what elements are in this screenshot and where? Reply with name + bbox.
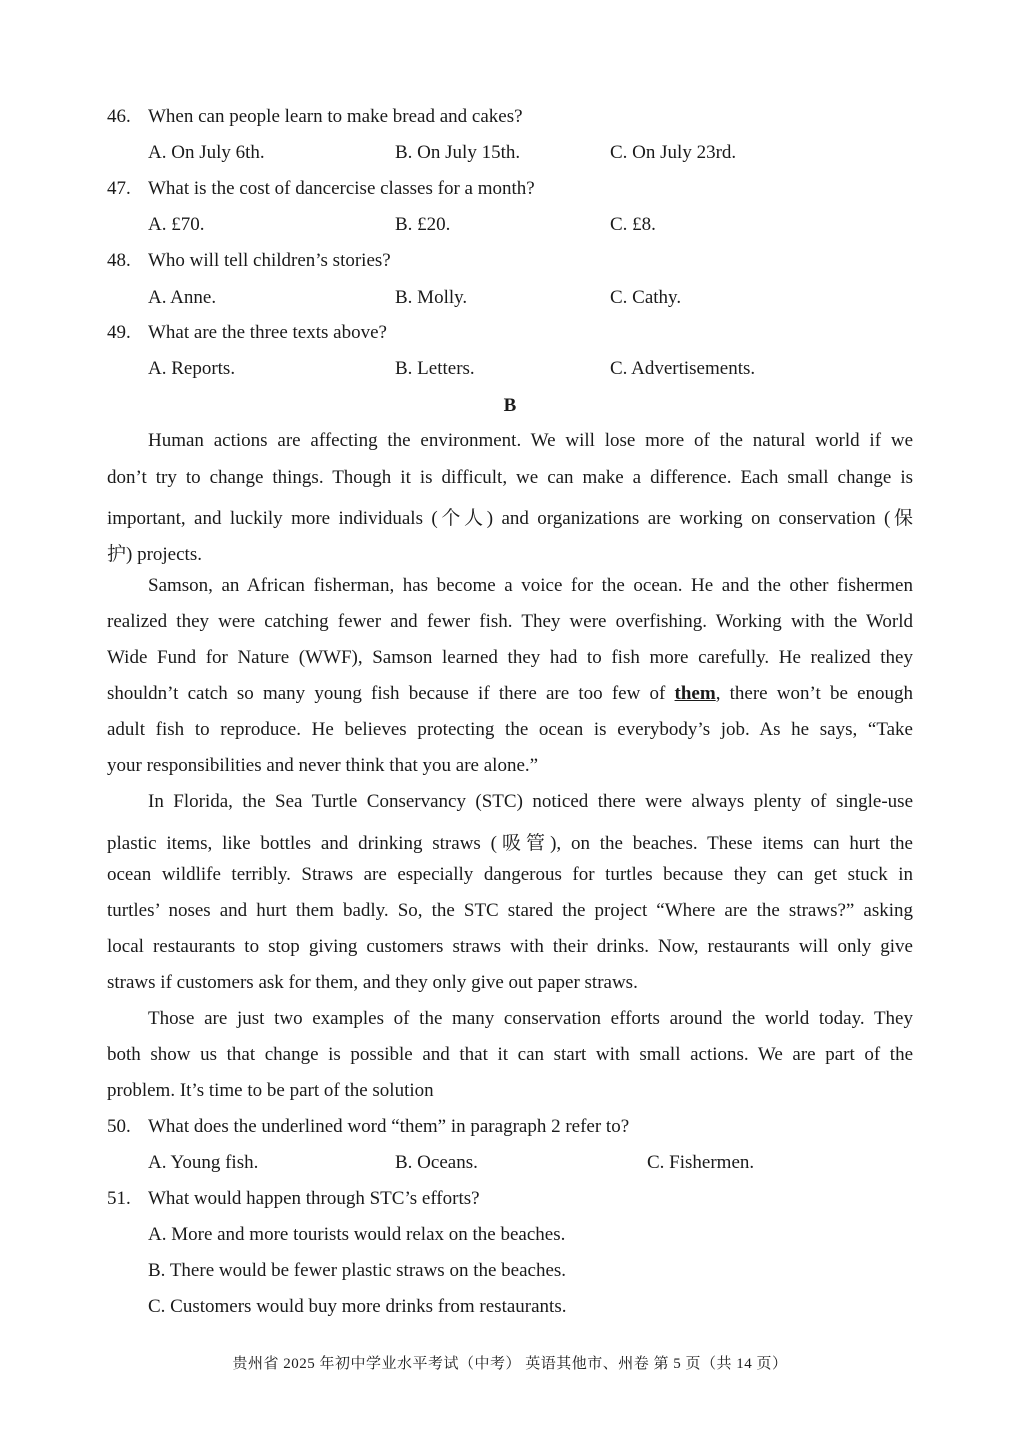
question-text: Who will tell children’s stories? <box>148 250 391 271</box>
passage-line: plastic items, like bottles and drinking straws (吸管), on the beaches. These items can hurt the <box>107 833 913 854</box>
passage-line: Samson, an African fisherman, has become a voice for the ocean. He and the other fishermen <box>148 575 913 596</box>
passage-line: your responsibilities and never think that you are alone.” <box>107 755 539 776</box>
section-title: B <box>503 395 517 416</box>
question-49 <box>107 322 387 344</box>
passage-line: turtles’ noses and hurt them badly. So, the STC stared the project “Where are the straws?” asking <box>107 900 913 921</box>
option-c: C. Advertisements. <box>610 358 756 379</box>
passage-line: Wide Fund for Nature (WWF), Samson learned they had to fish more carefully. He realized they <box>107 647 913 668</box>
option-b: B. Oceans. <box>395 1152 478 1173</box>
passage-line: problem. It’s time to be part of the solution <box>107 1080 434 1101</box>
passage-line: 护) projects. <box>107 544 202 565</box>
option-a: A. More and more tourists would relax on the beaches. <box>148 1224 566 1245</box>
passage-text: , there won’t be enough <box>715 683 914 704</box>
question-number: 49. <box>107 322 131 343</box>
question-number: 48. <box>107 250 131 271</box>
question-number: 50. <box>107 1116 131 1137</box>
question-text: When can people learn to make bread and cakes? <box>148 106 523 127</box>
passage-line: both show us that change is possible and that it can start with small actions. We are part of the <box>107 1044 913 1065</box>
question-text: What are the three texts above? <box>148 322 387 343</box>
option-a: A. £70. <box>148 214 205 235</box>
option-c: C. Fishermen. <box>647 1152 755 1173</box>
question-46 <box>107 106 523 128</box>
option-a: A. Anne. <box>148 287 217 308</box>
option-a: A. Young fish. <box>148 1152 259 1173</box>
question-48 <box>107 250 391 272</box>
question-text: What does the underlined word “them” in paragraph 2 refer to? <box>148 1116 630 1137</box>
underlined-word: them <box>674 683 716 704</box>
option-b: B. There would be fewer plastic straws on the beaches. <box>148 1260 567 1281</box>
question-51 <box>107 1188 480 1210</box>
passage-line: Human actions are affecting the environment. We will lose more of the natural world if we <box>148 430 913 451</box>
option-c: C. Customers would buy more drinks from restaurants. <box>148 1296 567 1317</box>
page-footer: 贵州省 2025 年初中学业水平考试（中考） 英语其他市、州卷 第 5 页（共 14 页） <box>232 1356 788 1372</box>
passage-line: ocean wildlife terribly. Straws are especially dangerous for turtles because they can get stuck in <box>107 864 913 885</box>
question-text: What is the cost of dancercise classes for a month? <box>148 178 535 199</box>
question-47 <box>107 178 535 200</box>
question-number: 46. <box>107 106 131 127</box>
option-a: A. Reports. <box>148 358 236 379</box>
question-number: 51. <box>107 1188 131 1209</box>
question-number: 47. <box>107 178 131 199</box>
passage-line: important, and luckily more individuals (个人) and organizations are working on conservation (保 <box>107 508 913 529</box>
passage-line: realized they were catching fewer and fewer fish. They were overfishing. Working with the World <box>107 611 913 632</box>
option-a: A. On July 6th. <box>148 142 265 163</box>
passage-line: Those are just two examples of the many conservation efforts around the world today. They <box>148 1008 913 1029</box>
passage-line: In Florida, the Sea Turtle Conservancy (STC) noticed there were always plenty of single-use <box>148 791 913 812</box>
passage-line: adult fish to reproduce. He believes protecting the ocean is everybody’s job. As he says, “Take <box>107 719 913 740</box>
passage-line: local restaurants to stop giving customers straws with their drinks. Now, restaurants will only give <box>107 936 913 957</box>
question-text: What would happen through STC’s efforts? <box>148 1188 480 1209</box>
option-b: B. Letters. <box>395 358 475 379</box>
option-b: B. On July 15th. <box>395 142 521 163</box>
option-b: B. Molly. <box>395 287 468 308</box>
option-c: C. £8. <box>610 214 656 235</box>
option-c: C. On July 23rd. <box>610 142 737 163</box>
question-50 <box>107 1116 629 1138</box>
option-b: B. £20. <box>395 214 451 235</box>
passage-line: straws if customers ask for them, and they only give out paper straws. <box>107 972 638 993</box>
option-c: C. Cathy. <box>610 287 682 308</box>
passage-line: don’t try to change things. Though it is difficult, we can make a difference. Each small change is <box>107 467 913 488</box>
passage-line <box>107 683 913 705</box>
passage-text: shouldn’t catch so many young fish because if there are too few of <box>107 683 675 704</box>
